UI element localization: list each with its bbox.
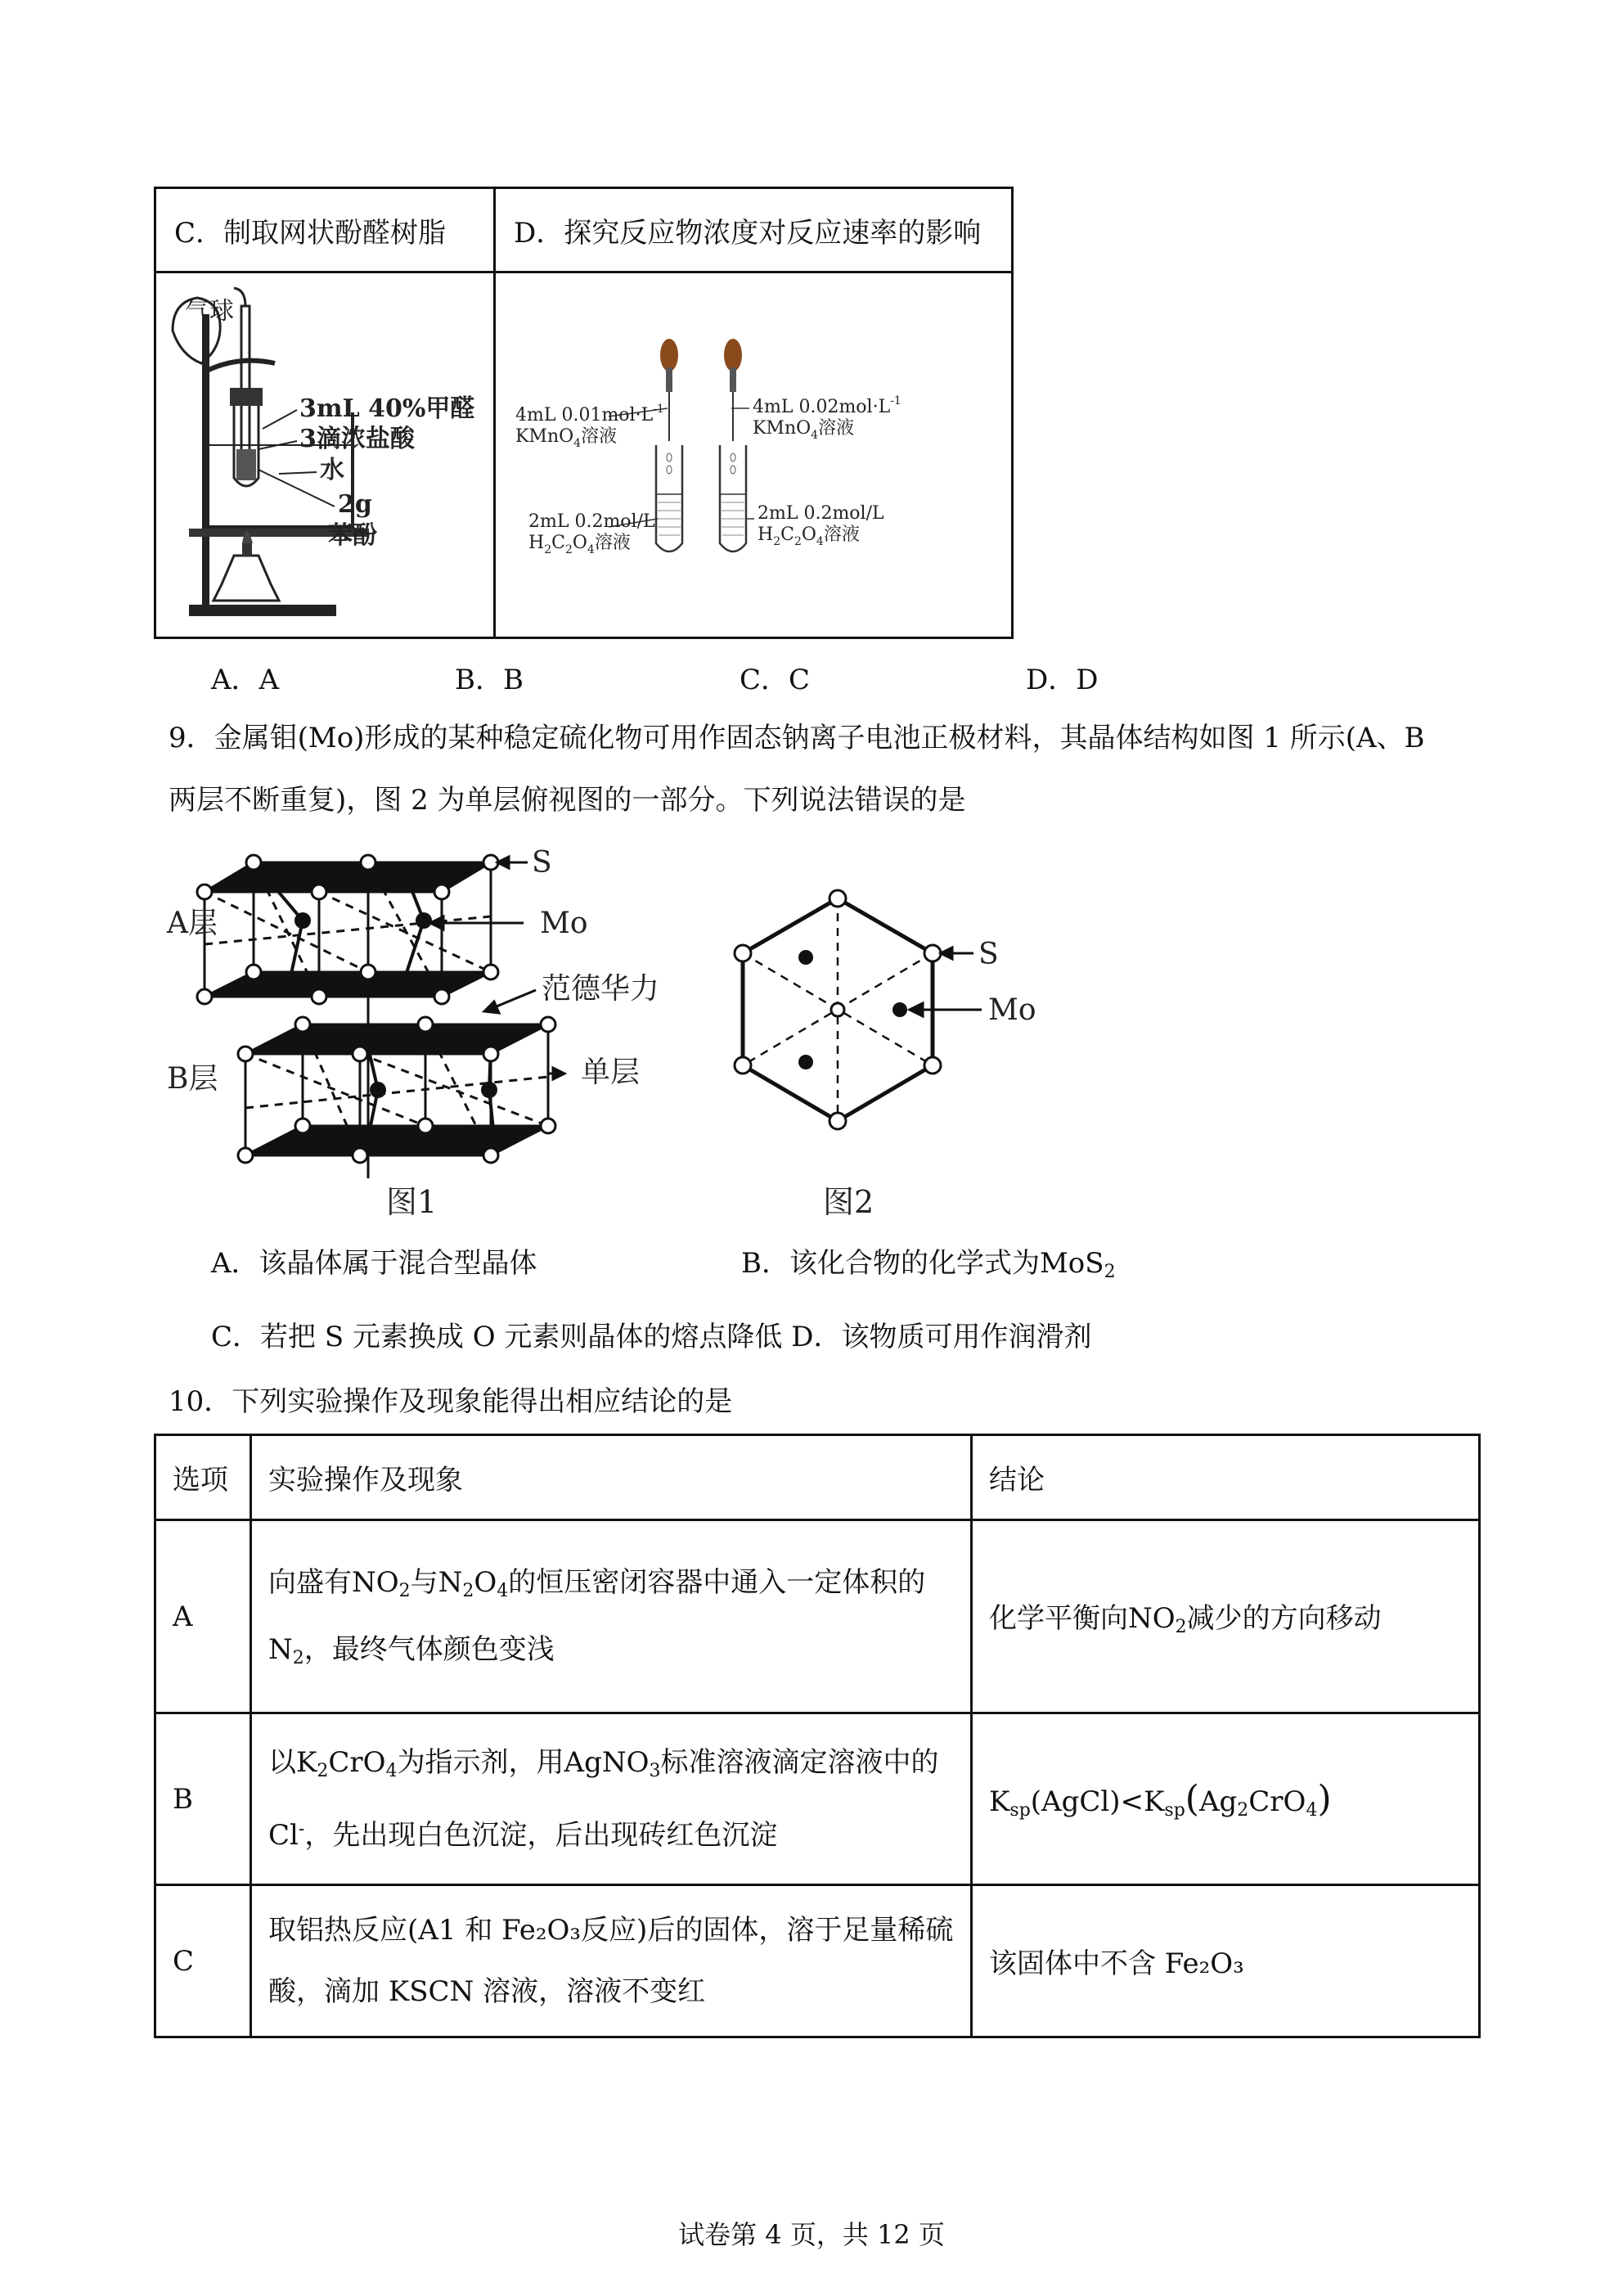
q8-options-table — [154, 187, 1014, 639]
q9-option-a[interactable]: A．该晶体属于混合型晶体 — [211, 1247, 537, 1280]
svg-text:单层: 单层 — [581, 1056, 641, 1089]
svg-text:水: 水 — [320, 456, 344, 484]
svg-text:S: S — [978, 938, 999, 971]
cell-d-head: D．探究反应物浓度对反应速率的影响 — [495, 188, 1013, 272]
table-row — [155, 1520, 1480, 1713]
svg-text:Mo: Mo — [988, 993, 1036, 1027]
header-conclusion: 结论 — [972, 1435, 1480, 1520]
table-row — [155, 1885, 1480, 2037]
cell-c-head: C．制取网状酚醛树脂 — [155, 188, 495, 272]
page-footer: 试卷第 4 页，共 12 页 — [678, 2219, 945, 2250]
q8-choice-b[interactable]: B．B — [455, 664, 524, 696]
cell-d-figure — [495, 272, 1013, 638]
q9-stem-line1: 9．金属钼(Mo)形成的某种稳定硫化物可用作固态钠离子电池正极材料，其晶体结构如图 1 所示(A、B — [169, 722, 1425, 754]
row-a-conclusion: 化学平衡向$NO_2$减少的方向移动 — [972, 1520, 1480, 1713]
svg-text:范德华力: 范德华力 — [542, 972, 660, 1006]
svg-text:2mL 0.2mol/L: 2mL 0.2mol/L — [758, 503, 884, 524]
svg-text:Mo: Mo — [540, 907, 588, 940]
q10-table — [154, 1434, 1481, 2038]
row-b-option: B — [155, 1713, 251, 1885]
q8-choice-c[interactable]: C．C — [740, 664, 811, 696]
svg-text:3mL 40%甲醛: 3mL 40%甲醛 — [299, 394, 475, 423]
svg-text:苯酚: 苯酚 — [328, 521, 377, 550]
row-c-operation: 取铝热反应(A1 和 Fe₂O₃反应)后的固体，溶于足量稀硫 酸，滴加 KSCN 溶液，溶液不变红 — [251, 1885, 972, 2037]
svg-text:3滴浓盐酸: 3滴浓盐酸 — [299, 425, 415, 453]
table-row — [155, 1713, 1480, 1885]
q9-option-c-d[interactable]: C．若把 S 元素换成 O 元素则晶体的熔点降低 D．该物质可用作润滑剂 — [211, 1321, 1092, 1353]
q10-stem: 10．下列实验操作及现象能得出相应结论的是 — [169, 1385, 733, 1418]
row-b-operation: 以$K_2CrO_4$为指示剂，用AgNO$_3$标准溶液滴定溶液中的 Cl-，先出现白色沉淀，后出现砖红色沉淀 — [251, 1713, 972, 1885]
row-a-option: A — [155, 1520, 251, 1713]
svg-text:气球: 气球 — [185, 297, 234, 326]
svg-text:图2: 图2 — [823, 1184, 874, 1219]
svg-text:图1: 图1 — [386, 1184, 438, 1219]
row-b-conclusion: $K_{sp}(AgCl)<K_{sp}(Ag_2CrO_4)$ — [972, 1713, 1480, 1885]
svg-text:KMnO4溶液: KMnO$_4$溶液 — [515, 426, 618, 450]
figure-2-hexagon-top-view — [720, 884, 1063, 1219]
figure-1-crystal-layers — [164, 843, 704, 1219]
svg-text:B层: B层 — [167, 1062, 218, 1096]
svg-text:H2C2O4溶液: $H_2C_2O_4$溶液 — [528, 533, 631, 556]
svg-text:KMnO4溶液: KMnO$_4$溶液 — [753, 418, 855, 442]
q8-choice-d[interactable]: D．D — [1026, 664, 1099, 696]
svg-text:2mL 0.2mol/L: 2mL 0.2mol/L — [528, 511, 655, 532]
svg-text:4mL 0.02mol·L-1: 4mL $0.02mol\cdot L^{-1}$ — [753, 394, 901, 417]
q9-stem-line2: 两层不断重复)，图 2 为单层俯视图的一部分。下列说法错误的是 — [169, 784, 966, 817]
svg-text:H2C2O4溶液: $H_2C_2O_4$溶液 — [758, 524, 860, 548]
q8-choice-a[interactable]: A．A — [211, 664, 280, 696]
header-option: 选项 — [155, 1435, 251, 1520]
svg-text:S: S — [532, 846, 552, 880]
kmno4-concentration-figure — [496, 273, 1011, 633]
q9-option-b[interactable]: B．该化合物的化学式为MoS$_2$ — [741, 1247, 1116, 1282]
row-c-option: C — [155, 1885, 251, 2037]
row-a-operation: 向盛有$NO_2$与$N_2O_4$的恒压密闭容器中通入一定体积的 $N_2$，最终气体颜色变浅 — [251, 1520, 972, 1713]
header-operation: 实验操作及现象 — [251, 1435, 972, 1520]
svg-text:A层: A层 — [167, 907, 218, 940]
svg-text:2g: 2g — [338, 490, 372, 519]
phenolic-resin-apparatus — [156, 273, 493, 633]
svg-text:4mL 0.01mol·L-1: 4mL $0.01mol\cdot L^{-1}$ — [515, 403, 664, 425]
row-c-conclusion: 该固体中不含 Fe₂O₃ — [972, 1885, 1480, 2037]
cell-c-figure — [155, 272, 495, 638]
